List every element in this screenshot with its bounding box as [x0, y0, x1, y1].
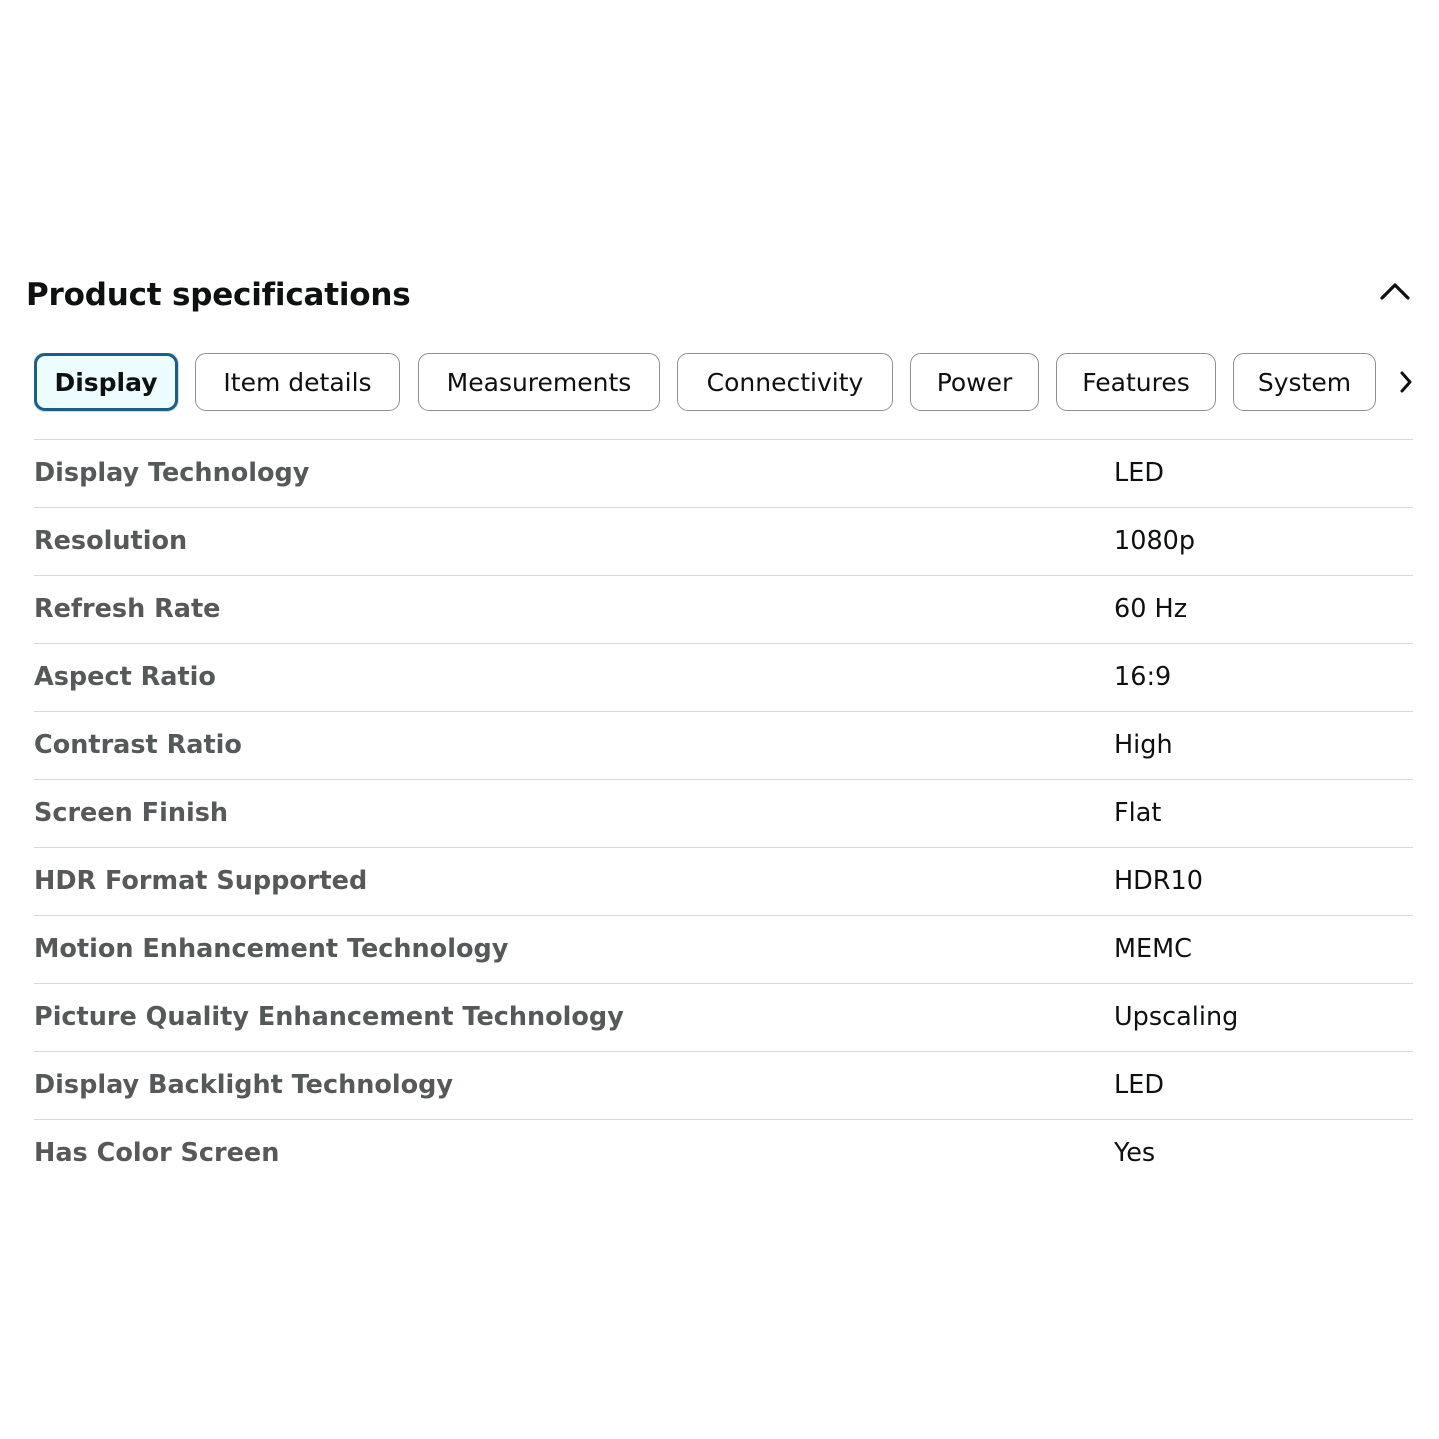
tab-label: Item details — [223, 367, 372, 397]
section-title: Product specifications — [26, 277, 411, 313]
tab-connectivity[interactable] — [677, 353, 893, 411]
tab-label: Display — [54, 367, 158, 397]
spec-row — [34, 847, 1413, 915]
spec-label: Picture Quality Enhancement Technology — [34, 1002, 624, 1032]
spec-tabs — [34, 353, 1414, 413]
tab-label: Connectivity — [706, 367, 864, 397]
spec-label: Motion Enhancement Technology — [34, 934, 509, 964]
collapse-button[interactable] — [1372, 270, 1418, 312]
spec-label: Resolution — [34, 526, 188, 556]
spec-label: Display Backlight Technology — [34, 1070, 454, 1100]
spec-row — [34, 915, 1413, 983]
chevron-right-icon — [1398, 369, 1414, 395]
tab-system[interactable] — [1233, 353, 1376, 411]
spec-row — [34, 643, 1413, 711]
spec-label: Contrast Ratio — [34, 730, 242, 760]
spec-value: MEMC — [1114, 934, 1192, 964]
spec-value: LED — [1114, 458, 1164, 488]
spec-row — [34, 575, 1413, 643]
spec-value: 60 Hz — [1114, 594, 1188, 624]
spec-label: HDR Format Supported — [34, 866, 368, 896]
chevron-up-icon — [1378, 280, 1412, 302]
spec-label: Aspect Ratio — [34, 662, 216, 692]
spec-value: High — [1114, 730, 1173, 760]
spec-row — [34, 779, 1413, 847]
spec-value: HDR10 — [1114, 866, 1203, 896]
tab-label: System — [1257, 367, 1352, 397]
spec-table — [34, 439, 1413, 1187]
spec-value: Yes — [1114, 1138, 1156, 1168]
spec-row — [34, 983, 1413, 1051]
spec-value: 1080p — [1114, 526, 1196, 556]
spec-label: Display Technology — [34, 458, 310, 488]
spec-row — [34, 1119, 1413, 1187]
tab-display[interactable] — [34, 353, 178, 411]
spec-row — [34, 439, 1413, 507]
tab-label: Features — [1082, 367, 1190, 397]
tab-item-details[interactable] — [195, 353, 400, 411]
tab-measurements[interactable] — [418, 353, 660, 411]
spec-value: Upscaling — [1114, 1002, 1239, 1032]
spec-value: Flat — [1114, 798, 1162, 828]
tab-features[interactable] — [1056, 353, 1216, 411]
spec-row — [34, 507, 1413, 575]
tab-label: Power — [936, 367, 1013, 397]
spec-label: Screen Finish — [34, 798, 229, 828]
spec-value: 16:9 — [1114, 662, 1172, 692]
spec-row — [34, 1051, 1413, 1119]
spec-row — [34, 711, 1413, 779]
spec-label: Has Color Screen — [34, 1138, 280, 1168]
spec-value: LED — [1114, 1070, 1164, 1100]
tabs-next-button[interactable] — [1391, 353, 1414, 411]
tab-power[interactable] — [910, 353, 1039, 411]
tab-label: Measurements — [446, 367, 632, 397]
spec-label: Refresh Rate — [34, 594, 221, 624]
